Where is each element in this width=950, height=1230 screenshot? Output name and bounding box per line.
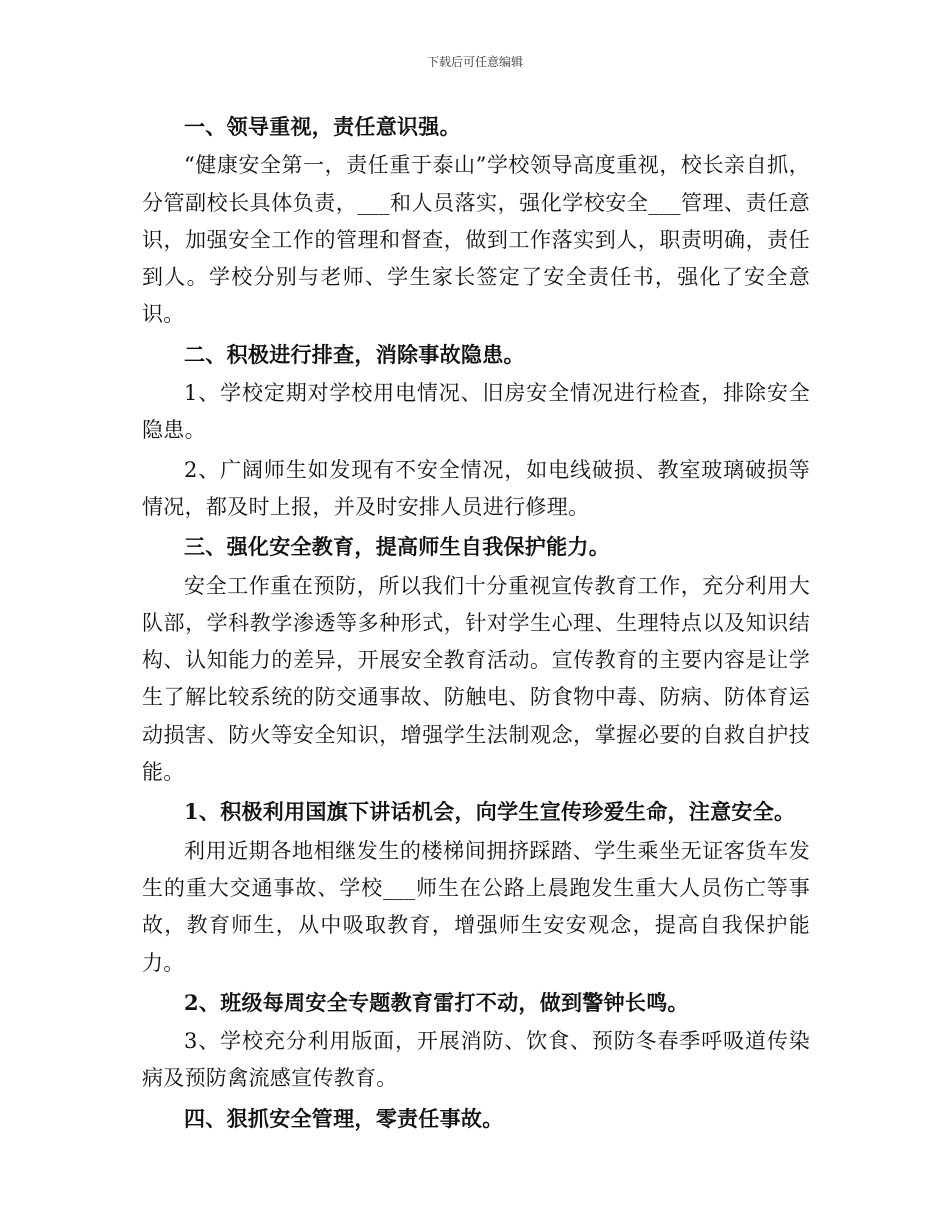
paragraph: 2、广阔师生如发现有不安全情况，如电线破损、教室玻璃破损等情况，都及时上报，并及时安排人员进行修理。: [142, 457, 810, 519]
subheading-1: 1、积极利用国旗下讲话机会，向学生宣传珍爱生命，注意安全。: [184, 799, 796, 825]
paragraph: 1、学校定期对学校用电情况、旧房安全情况进行检查，排除安全隐患。: [142, 381, 810, 443]
paragraph: 安全工作重在预防，所以我们十分重视宣传教育工作，充分利用大队部，学科教学渗透等多种形式，针对学生心理、生理特点以及知识结构、认知能力的差异，开展安全教育活动。宣传教育的主要内容是让学生了解比较系统的防交通事故、防触电、防食物中毒、防病、防体育运动损害、防火等安全知识，增强学生法制观念，掌握必要的自救自护技能。: [142, 573, 810, 785]
document-body: [142, 108, 810, 1139]
section-heading-2: 二、积极进行排查，消除事故隐患。: [184, 341, 525, 367]
section-heading-4: 四、狠抓安全管理，零责任事故。: [184, 1105, 504, 1131]
page-header-note: 下载后可任意编辑: [426, 55, 523, 69]
paragraph: 3、学校充分利用版面，开展消防、饮食、预防冬春季呼吸道传染病及预防禽流感宣传教育。: [142, 1029, 810, 1091]
paragraph: “健康安全第一，责任重于泰山”学校领导高度重视，校长亲自抓，分管副校长具体负责，___和人员落实，强化学校安全___管理、责任意识，加强安全工作的管理和督查，做到工作落实到人，职责明确，责任到人。学校分别与老师、学生家长签定了安全责任书，强化了安全意识。: [142, 153, 810, 327]
paragraph: 利用近期各地相继发生的楼梯间拥挤踩踏、学生乘坐无证客货车发生的重大交通事故、学校___师生在公路上晨跑发生重大人员伤亡等事故，教育师生，从中吸取教育，增强师生安安观念，提高自我保护能力。: [142, 838, 810, 975]
section-heading-3: 三、强化安全教育，提高师生自我保护能力。: [184, 534, 610, 560]
section-heading-1: 一、领导重视，责任意识强。: [184, 114, 461, 139]
subheading-2: 2、班级每周安全专题教育雷打不动，做到警钟长鸣。: [184, 989, 689, 1015]
